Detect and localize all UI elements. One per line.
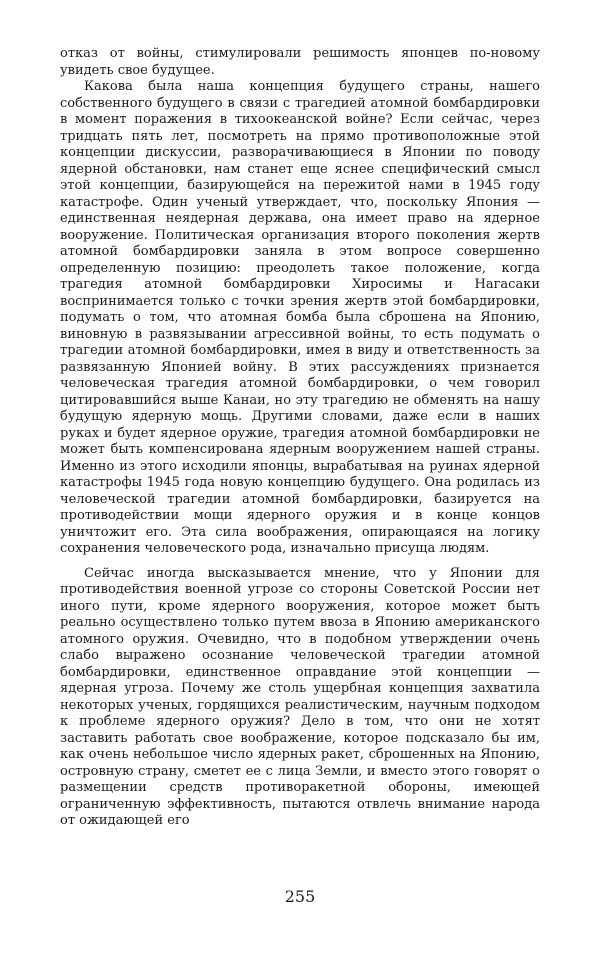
paragraph-2: Какова была наша концепция будущего страны, нашего собственного будущего в связи с трагедией атомной бомбардировки в момент поражения в тихоокеанской войне? Если сейчас, через тридцать пять лет, посмотреть на прямо противоположные этой концепции дискуссии, разворачивающиеся в Японии по поводу ядерной обстановки, нам станет еще яснее специфический смысл этой концепции, базирующейся на пережитой нами в 1945 году катастрофе. Один ученый утверждает, что, поскольку Япония — единственная неядерная держава, она имеет право на ядерное вооружение. Политическая организация второго поколения жертв атомной бомбардировки заняла в этом вопросе совершенно определенную позицию: преодолеть такое положение, когда трагедия атомной бомбардировки Хиросимы и Нагасаки воспринимается только с точки зрения жертв этой бомбардировки, подумать о том, что атомная бомба была сброшена на Японию, виновную в развязывании агрессивной войны, то есть подумать о трагедии атомной бомбардировки, имея в виду и ответственность за развязанную Японией войну. В этих рассуждениях признается человеческая трагедия атомной бомбардировки, о чем говорил цитировавшийся выше Канаи, но эту трагедию не обменять на нашу будущую ядерную мощь. Другими словами, даже если в наших руках и будет ядерное оружие, трагедия атомной бомбардировки не может быть компенсирована ядерным вооружением нашей страны. Именно из этого исходили японцы, вырабатывая на руинах ядерной катастрофы 1945 года новую концепцию будущего. Она родилась из человеческой трагедии атомной бомбардировки, базируется на противодействии мощи ядерного оружия и в конце концов уничтожит его. Эта сила воображения, опирающаяся на логику сохранения человеческого рода, изначально присуща людям. (60, 79, 540, 556)
paragraph-3: Сейчас иногда высказывается мнение, что у Японии для противодействия военной угрозе со стороны Советской России нет иного пути, кроме ядерного вооружения, которое может быть реально осуществлено только путем ввоза в Японию американского атомного оружия. Очевидно, что в подобном утверждении очень слабо выражено осознание человеческой трагедии атомной бомбардировки, единственное оправдание этой концепции — ядерная угроза. Почему же столь ущербная концепция захватила некоторых ученых, гордящихся реалистическим, научным подходом к проблеме ядерного оружия? Дело в том, что они не хотят заставить работать свое воображение, которое подсказало бы им, как очень небольшое число ядерных ракет, сброшенных на Японию, островную страну, сметет ее с лица Земли, и вместо этого говорят о размещении средств противоракетной обороны, имеющей ограниченную эффективность, пытаются отвлечь внимание народа от ожидающей его (60, 565, 540, 828)
page-body (60, 46, 540, 830)
paragraph-1: отказ от войны, стимулировали решимость японцев по-новому увидеть свое будущее. (60, 46, 540, 78)
page-number: 255 (284, 887, 316, 906)
